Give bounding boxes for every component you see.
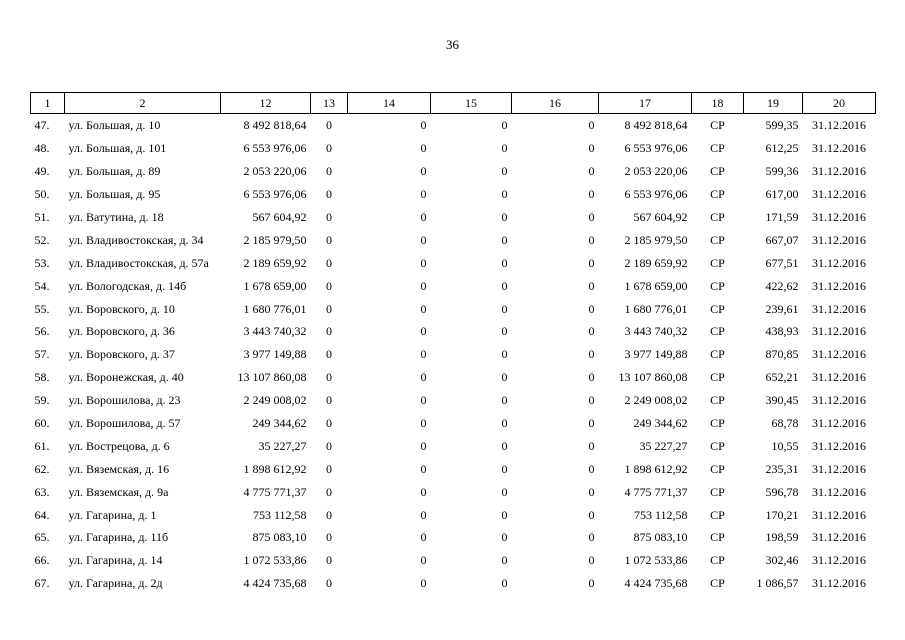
col-header-20: 20 <box>803 93 876 114</box>
col15-value-cell: 0 <box>501 324 508 339</box>
row-number-cell: 59. <box>34 393 50 408</box>
amount-col12-cell: 1 072 533,86 <box>243 553 307 568</box>
date-col20-cell: 31.12.2016 <box>812 507 866 522</box>
date-col20-cell: 31.12.2016 <box>812 187 866 202</box>
col18-code-cell: СР <box>710 530 725 545</box>
table-row <box>31 480 876 503</box>
col14-value-cell: 0 <box>420 370 427 385</box>
col19-value-cell: 599,35 <box>765 118 799 133</box>
table-row <box>31 160 876 183</box>
col13-value-cell: 0 <box>326 118 332 133</box>
address-cell: ул. Владивостокская, д. 57а <box>68 255 209 270</box>
date-col20-cell: 31.12.2016 <box>812 530 866 545</box>
col16-value-cell: 0 <box>588 461 595 476</box>
col14-value-cell: 0 <box>420 461 427 476</box>
col13-value-cell: 0 <box>326 347 332 362</box>
amount-col12-cell: 4 775 771,37 <box>243 484 307 499</box>
row-number-cell: 54. <box>34 278 50 293</box>
date-col20-cell: 31.12.2016 <box>812 301 866 316</box>
amount-col12-cell: 249 344,62 <box>252 416 307 431</box>
table-body <box>31 114 876 595</box>
col16-value-cell: 0 <box>588 438 595 453</box>
col19-value-cell: 667,07 <box>765 232 799 247</box>
table-row <box>31 320 876 343</box>
row-number-cell: 50. <box>34 187 50 202</box>
col18-code-cell: СР <box>710 141 725 156</box>
address-cell: ул. Вяземская, д. 9а <box>68 484 169 499</box>
col19-value-cell: 438,93 <box>765 324 799 339</box>
col19-value-cell: 677,51 <box>765 255 799 270</box>
col13-value-cell: 0 <box>326 324 332 339</box>
address-cell: ул. Большая, д. 10 <box>68 118 161 133</box>
row-number-cell: 64. <box>34 507 50 522</box>
amount-col17-cell: 875 083,10 <box>633 530 688 545</box>
col16-value-cell: 0 <box>588 530 595 545</box>
date-col20-cell: 31.12.2016 <box>812 324 866 339</box>
col-header-13: 13 <box>311 93 348 114</box>
table-row <box>31 114 876 137</box>
col13-value-cell: 0 <box>326 553 332 568</box>
amount-col12-cell: 35 227,27 <box>258 438 307 453</box>
col15-value-cell: 0 <box>501 278 508 293</box>
date-col20-cell: 31.12.2016 <box>812 370 866 385</box>
col14-value-cell: 0 <box>420 141 427 156</box>
col14-value-cell: 0 <box>420 324 427 339</box>
amount-col17-cell: 6 553 976,06 <box>624 187 688 202</box>
table-row <box>31 434 876 457</box>
col14-value-cell: 0 <box>420 416 427 431</box>
col19-value-cell: 302,46 <box>765 553 799 568</box>
date-col20-cell: 31.12.2016 <box>812 416 866 431</box>
col14-value-cell: 0 <box>420 301 427 316</box>
housing-register-table <box>30 92 876 595</box>
amount-col12-cell: 3 443 740,32 <box>243 324 307 339</box>
col18-code-cell: СР <box>710 576 725 591</box>
col14-value-cell: 0 <box>420 278 427 293</box>
col14-value-cell: 0 <box>420 484 427 499</box>
table-row <box>31 183 876 206</box>
col16-value-cell: 0 <box>588 141 595 156</box>
col-header-16: 16 <box>512 93 599 114</box>
col-header-12: 12 <box>221 93 311 114</box>
col18-code-cell: СР <box>710 507 725 522</box>
col15-value-cell: 0 <box>501 187 508 202</box>
col13-value-cell: 0 <box>326 141 332 156</box>
date-col20-cell: 31.12.2016 <box>812 164 866 179</box>
amount-col12-cell: 1 898 612,92 <box>243 461 307 476</box>
col16-value-cell: 0 <box>588 347 595 362</box>
col19-value-cell: 870,85 <box>765 347 799 362</box>
amount-col17-cell: 1 898 612,92 <box>624 461 688 476</box>
col-header-17: 17 <box>599 93 692 114</box>
table-row <box>31 572 876 595</box>
col14-value-cell: 0 <box>420 576 427 591</box>
date-col20-cell: 31.12.2016 <box>812 393 866 408</box>
row-number-cell: 61. <box>34 438 50 453</box>
row-number-cell: 47. <box>34 118 50 133</box>
col13-value-cell: 0 <box>326 416 332 431</box>
amount-col17-cell: 567 604,92 <box>633 210 688 224</box>
col18-code-cell: СР <box>710 416 725 431</box>
amount-col12-cell: 1 680 776,01 <box>243 301 307 316</box>
amount-col17-cell: 753 112,58 <box>633 507 688 522</box>
row-number-cell: 57. <box>34 347 50 362</box>
date-col20-cell: 31.12.2016 <box>812 141 866 156</box>
col13-value-cell: 0 <box>326 210 332 224</box>
col14-value-cell: 0 <box>420 210 427 224</box>
amount-col17-cell: 35 227,27 <box>639 438 688 453</box>
col18-code-cell: СР <box>710 484 725 499</box>
col15-value-cell: 0 <box>501 530 508 545</box>
col19-value-cell: 68,78 <box>771 416 799 431</box>
row-number-cell: 67. <box>34 576 50 591</box>
address-cell: ул. Ворошилова, д. 57 <box>68 416 181 431</box>
col13-value-cell: 0 <box>326 461 332 476</box>
col-header-18: 18 <box>692 93 744 114</box>
col19-value-cell: 599,36 <box>765 164 799 179</box>
col18-code-cell: СР <box>710 324 725 339</box>
amount-col17-cell: 13 107 860,08 <box>618 370 688 385</box>
amount-col17-cell: 4 775 771,37 <box>624 484 688 499</box>
table-row <box>31 274 876 297</box>
address-cell: ул. Вострецова, д. 6 <box>68 438 170 453</box>
col15-value-cell: 0 <box>501 301 508 316</box>
amount-col12-cell: 3 977 149,88 <box>243 347 307 362</box>
table-row <box>31 412 876 435</box>
col19-value-cell: 239,61 <box>765 301 799 316</box>
address-cell: ул. Большая, д. 95 <box>68 187 161 202</box>
table-row <box>31 137 876 160</box>
row-number-cell: 49. <box>34 164 50 179</box>
date-col20-cell: 31.12.2016 <box>812 118 866 133</box>
date-col20-cell: 31.12.2016 <box>812 553 866 568</box>
col13-value-cell: 0 <box>326 164 332 179</box>
address-cell: ул. Воровского, д. 36 <box>68 324 175 339</box>
row-number-cell: 58. <box>34 370 50 385</box>
col-header-1: 1 <box>31 93 65 114</box>
amount-col17-cell: 1 072 533,86 <box>624 553 688 568</box>
amount-col17-cell: 2 185 979,50 <box>624 232 688 247</box>
date-col20-cell: 31.12.2016 <box>812 347 866 362</box>
col16-value-cell: 0 <box>588 278 595 293</box>
col19-value-cell: 652,21 <box>765 370 799 385</box>
col13-value-cell: 0 <box>326 187 332 202</box>
address-cell: ул. Гагарина, д. 2д <box>68 576 163 591</box>
address-cell: ул. Владивостокская, д. 34 <box>68 232 204 247</box>
col15-value-cell: 0 <box>501 232 508 247</box>
col15-value-cell: 0 <box>501 255 508 270</box>
row-number-cell: 62. <box>34 461 50 476</box>
col18-code-cell: СР <box>710 301 725 316</box>
address-cell: ул. Воровского, д. 37 <box>68 347 175 362</box>
date-col20-cell: 31.12.2016 <box>812 438 866 453</box>
col19-value-cell: 617,00 <box>765 187 799 202</box>
col16-value-cell: 0 <box>588 416 595 431</box>
amount-col12-cell: 6 553 976,06 <box>243 141 307 156</box>
address-cell: ул. Вологодская, д. 14б <box>68 278 187 293</box>
col15-value-cell: 0 <box>501 438 508 453</box>
col16-value-cell: 0 <box>588 324 595 339</box>
col15-value-cell: 0 <box>501 416 508 431</box>
col14-value-cell: 0 <box>420 507 427 522</box>
col14-value-cell: 0 <box>420 438 427 453</box>
amount-col12-cell: 2 053 220,06 <box>243 164 307 179</box>
amount-col17-cell: 8 492 818,64 <box>624 118 688 133</box>
col13-value-cell: 0 <box>326 278 332 293</box>
amount-col17-cell: 2 249 008,02 <box>624 393 688 408</box>
table-row <box>31 297 876 320</box>
col14-value-cell: 0 <box>420 530 427 545</box>
col13-value-cell: 0 <box>326 507 332 522</box>
col14-value-cell: 0 <box>420 393 427 408</box>
col16-value-cell: 0 <box>588 118 595 133</box>
col13-value-cell: 0 <box>326 370 332 385</box>
col15-value-cell: 0 <box>501 347 508 362</box>
col18-code-cell: СР <box>710 164 725 179</box>
date-col20-cell: 31.12.2016 <box>812 576 866 591</box>
col14-value-cell: 0 <box>420 553 427 568</box>
table-row <box>31 228 876 251</box>
col16-value-cell: 0 <box>588 255 595 270</box>
amount-col12-cell: 2 249 008,02 <box>243 393 307 408</box>
table-row <box>31 457 876 480</box>
date-col20-cell: 31.12.2016 <box>812 255 866 270</box>
col19-value-cell: 612,25 <box>765 141 799 156</box>
col16-value-cell: 0 <box>588 576 595 591</box>
table-row <box>31 526 876 549</box>
col-header-2: 2 <box>65 93 221 114</box>
col18-code-cell: СР <box>710 118 725 133</box>
col-header-15: 15 <box>431 93 512 114</box>
address-cell: ул. Ватутина, д. 18 <box>68 210 164 224</box>
amount-col17-cell: 3 977 149,88 <box>624 347 688 362</box>
col16-value-cell: 0 <box>588 232 595 247</box>
col13-value-cell: 0 <box>326 255 332 270</box>
col16-value-cell: 0 <box>588 370 595 385</box>
col16-value-cell: 0 <box>588 393 595 408</box>
col18-code-cell: СР <box>710 187 725 202</box>
amount-col12-cell: 875 083,10 <box>252 530 307 545</box>
address-cell: ул. Воронежская, д. 40 <box>68 370 184 385</box>
col16-value-cell: 0 <box>588 553 595 568</box>
amount-col17-cell: 1 680 776,01 <box>624 301 688 316</box>
table-row <box>31 343 876 366</box>
table-row <box>31 549 876 572</box>
col14-value-cell: 0 <box>420 347 427 362</box>
col18-code-cell: СР <box>710 210 725 224</box>
col19-value-cell: 390,45 <box>765 393 799 408</box>
col14-value-cell: 0 <box>420 232 427 247</box>
col15-value-cell: 0 <box>501 461 508 476</box>
amount-col12-cell: 8 492 818,64 <box>243 118 307 133</box>
col13-value-cell: 0 <box>326 232 332 247</box>
col13-value-cell: 0 <box>326 438 332 453</box>
col16-value-cell: 0 <box>588 507 595 522</box>
address-cell: ул. Гагарина, д. 14 <box>68 553 163 568</box>
table-row <box>31 366 876 389</box>
col19-value-cell: 1 086,57 <box>756 576 799 591</box>
amount-col12-cell: 2 185 979,50 <box>243 232 307 247</box>
date-col20-cell: 31.12.2016 <box>812 484 866 499</box>
date-col20-cell: 31.12.2016 <box>812 461 866 476</box>
col16-value-cell: 0 <box>588 210 595 224</box>
address-cell: ул. Большая, д. 89 <box>68 164 161 179</box>
col18-code-cell: СР <box>710 255 725 270</box>
table-row <box>31 206 876 229</box>
col13-value-cell: 0 <box>326 576 332 591</box>
col18-code-cell: СР <box>710 278 725 293</box>
address-cell: ул. Воровского, д. 10 <box>68 301 175 316</box>
row-number-cell: 66. <box>34 553 50 568</box>
col-header-14: 14 <box>348 93 431 114</box>
col18-code-cell: СР <box>710 461 725 476</box>
date-col20-cell: 31.12.2016 <box>812 232 866 247</box>
col15-value-cell: 0 <box>501 141 508 156</box>
col19-value-cell: 170,21 <box>765 507 799 522</box>
col13-value-cell: 0 <box>326 484 332 499</box>
address-cell: ул. Ворошилова, д. 23 <box>68 393 181 408</box>
col14-value-cell: 0 <box>420 164 427 179</box>
col15-value-cell: 0 <box>501 210 508 224</box>
col16-value-cell: 0 <box>588 164 595 179</box>
col15-value-cell: 0 <box>501 393 508 408</box>
col19-value-cell: 596,78 <box>765 484 799 499</box>
col18-code-cell: СР <box>710 438 725 453</box>
table-row <box>31 389 876 412</box>
address-cell: ул. Гагарина, д. 1 <box>68 507 157 522</box>
col19-value-cell: 10,55 <box>771 438 799 453</box>
amount-col12-cell: 1 678 659,00 <box>243 278 307 293</box>
row-number-cell: 48. <box>34 141 50 156</box>
row-number-cell: 52. <box>34 232 50 247</box>
amount-col17-cell: 3 443 740,32 <box>624 324 688 339</box>
amount-col12-cell: 6 553 976,06 <box>243 187 307 202</box>
col-header-19: 19 <box>744 93 803 114</box>
date-col20-cell: 31.12.2016 <box>812 210 866 224</box>
amount-col12-cell: 13 107 860,08 <box>237 370 307 385</box>
date-col20-cell: 31.12.2016 <box>812 278 866 293</box>
col13-value-cell: 0 <box>326 301 332 316</box>
row-number-cell: 63. <box>34 484 50 499</box>
amount-col12-cell: 753 112,58 <box>252 507 307 522</box>
col18-code-cell: СР <box>710 553 725 568</box>
row-number-cell: 60. <box>34 416 50 431</box>
row-number-cell: 55. <box>34 301 50 316</box>
amount-col12-cell: 2 189 659,92 <box>243 255 307 270</box>
page-number: 36 <box>446 37 459 52</box>
col19-value-cell: 422,62 <box>765 278 799 293</box>
col16-value-cell: 0 <box>588 484 595 499</box>
amount-col12-cell: 4 424 735,68 <box>243 576 307 591</box>
amount-col17-cell: 4 424 735,68 <box>624 576 688 591</box>
col16-value-cell: 0 <box>588 187 595 202</box>
header-row <box>31 93 876 114</box>
col15-value-cell: 0 <box>501 118 508 133</box>
amount-col17-cell: 2 053 220,06 <box>624 164 688 179</box>
row-number-cell: 53. <box>34 255 50 270</box>
col15-value-cell: 0 <box>501 553 508 568</box>
col15-value-cell: 0 <box>501 484 508 499</box>
col18-code-cell: СР <box>710 232 725 247</box>
table-row <box>31 503 876 526</box>
col18-code-cell: СР <box>710 370 725 385</box>
col16-value-cell: 0 <box>588 301 595 316</box>
amount-col17-cell: 2 189 659,92 <box>624 255 688 270</box>
col13-value-cell: 0 <box>326 530 332 545</box>
col14-value-cell: 0 <box>420 187 427 202</box>
col19-value-cell: 235,31 <box>765 461 799 476</box>
col18-code-cell: СР <box>710 347 725 362</box>
col19-value-cell: 198,59 <box>765 530 799 545</box>
col15-value-cell: 0 <box>501 576 508 591</box>
col19-value-cell: 171,59 <box>765 210 799 224</box>
amount-col17-cell: 1 678 659,00 <box>624 278 688 293</box>
row-number-cell: 51. <box>34 210 50 224</box>
address-cell: ул. Гагарина, д. 11б <box>68 530 169 545</box>
address-cell: ул. Вяземская, д. 16 <box>68 461 170 476</box>
table-row <box>31 251 876 274</box>
address-cell: ул. Большая, д. 101 <box>68 141 167 156</box>
col15-value-cell: 0 <box>501 370 508 385</box>
row-number-cell: 56. <box>34 324 50 339</box>
amount-col17-cell: 249 344,62 <box>633 416 688 431</box>
col18-code-cell: СР <box>710 393 725 408</box>
col14-value-cell: 0 <box>420 255 427 270</box>
col13-value-cell: 0 <box>326 393 332 408</box>
amount-col17-cell: 6 553 976,06 <box>624 141 688 156</box>
col15-value-cell: 0 <box>501 507 508 522</box>
col14-value-cell: 0 <box>420 118 427 133</box>
amount-col12-cell: 567 604,92 <box>252 210 307 224</box>
col15-value-cell: 0 <box>501 164 508 179</box>
row-number-cell: 65. <box>34 530 50 545</box>
